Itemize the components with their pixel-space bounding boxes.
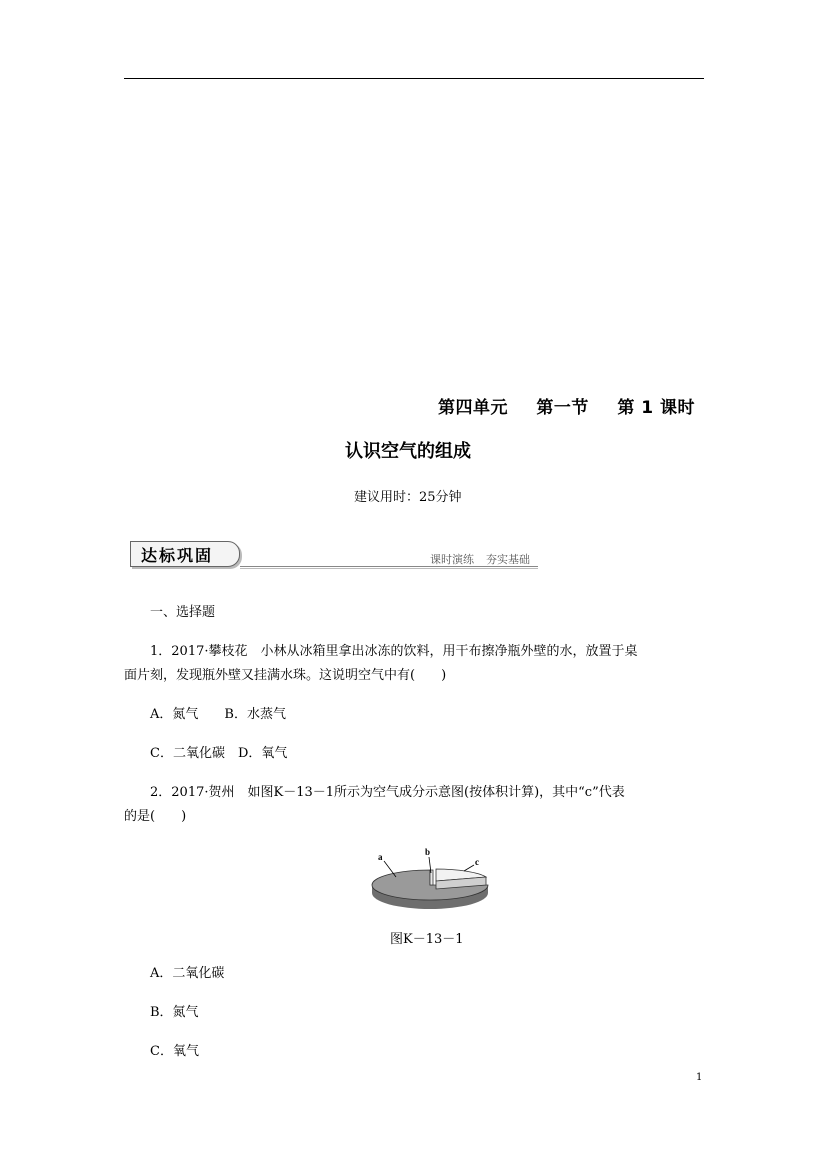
banner-label-box — [130, 541, 240, 567]
lesson-label: 第 1 课时 — [617, 398, 696, 418]
question-1-options-cd: C．二氧化碳 D．氧气 — [150, 746, 288, 761]
section-banner — [130, 541, 540, 571]
unit-label: 第四单元 — [438, 398, 508, 418]
page-number: 1 — [696, 1072, 703, 1083]
leader-c — [464, 865, 474, 871]
question-2-option-a: A．二氧化碳 — [150, 966, 225, 981]
question-2-option-c: C．氧气 — [150, 1044, 199, 1059]
banner-tagline — [430, 551, 530, 567]
question-1-line-1: 1．2017·攀枝花 小林从冰箱里拿出冰冻的饮料，用干布擦净瓶外壁的水，放置于桌 — [150, 644, 638, 659]
lesson-heading — [438, 393, 695, 418]
suggested-time: 建议用时：25分钟 — [354, 490, 462, 505]
question-1-options-ab: A．氮气 B．水蒸气 — [150, 707, 286, 722]
header-rule — [124, 78, 704, 79]
banner-label: 达标巩固 — [141, 546, 214, 565]
question-2-option-b: B．氮气 — [150, 1005, 199, 1020]
slice-b — [430, 870, 433, 885]
section-label: 第一节 — [536, 398, 589, 418]
label-b: b — [425, 847, 431, 857]
label-a: a — [378, 852, 383, 862]
question-1-line-2: 面片刻，发现瓶外壁又挂满水珠。这说明空气中有( ) — [124, 668, 447, 683]
banner-divider-shadow — [240, 568, 538, 569]
question-2-line-2: 的是( ) — [124, 809, 187, 824]
banner-tag-1: 课时演练 — [430, 553, 474, 566]
air-composition-pie-figure — [370, 843, 495, 913]
question-2-line-1: 2．2017·贺州 如图K－13－1所示为空气成分示意图(按体积计算)，其中“c”代表 — [150, 785, 625, 800]
page-title: 认识空气的组成 — [345, 441, 471, 462]
label-c: c — [475, 857, 479, 867]
section-title: 一、选择题 — [150, 605, 216, 620]
figure-caption: 图K－13－1 — [390, 932, 464, 947]
banner-tag-2: 夯实基础 — [486, 553, 530, 566]
